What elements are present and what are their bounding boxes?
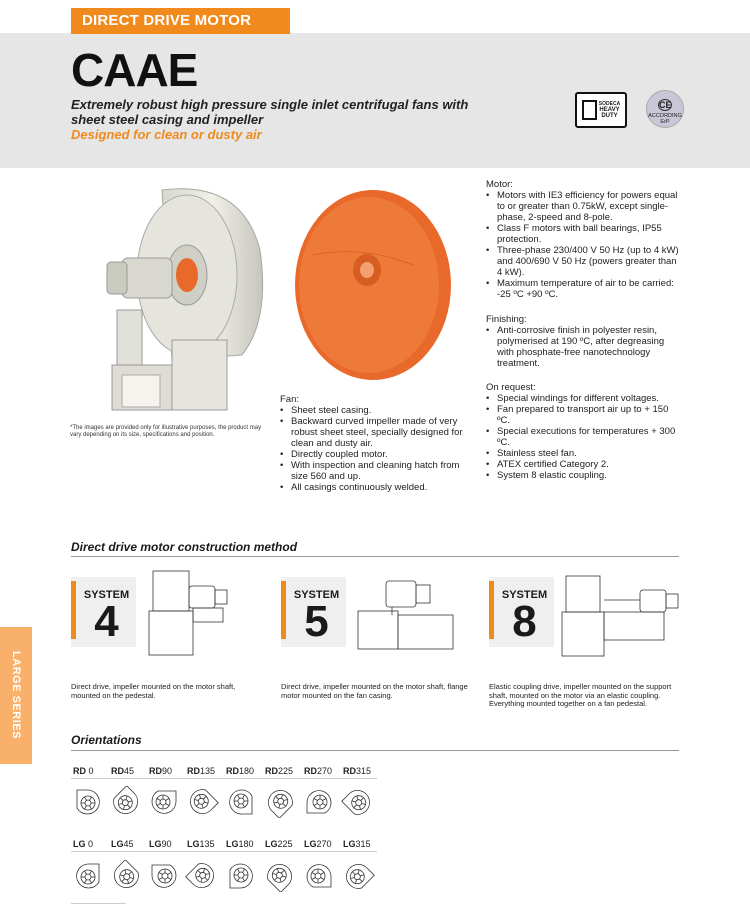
badge-heavy-duty-text: HEAVY DUTY (599, 107, 620, 119)
divider (71, 903, 126, 904)
series-side-tab (0, 627, 32, 764)
fan-orientation-icon (147, 786, 181, 818)
system-number: 5 (304, 597, 329, 646)
list-item: • Motors with IE3 efficiency for powers equal to or greater than 0.75kW, except single-phase, 2-speed and 8-pole. (486, 190, 682, 223)
product-subtitle: Extremely robust high pressure single inlet centrifugal fans with sheet steel casing and impeller (71, 97, 469, 127)
system-8-box (489, 577, 554, 647)
list-item: • Sheet steel casing. (280, 405, 465, 416)
list-item: • Directly coupled motor. (280, 449, 465, 460)
image-disclaimer: *The images are provided only for illustrative purposes, the product may vary depending on its size, specifications and position. (70, 425, 262, 438)
system-number: 4 (94, 597, 119, 646)
system-number: 8 (512, 597, 537, 646)
orientation-label: LG270 (304, 839, 332, 849)
system-5-box (281, 577, 346, 647)
list-item: • Class F motors with ball bearings, IP55 protection. (486, 223, 682, 245)
erp-text: ErP (660, 119, 670, 125)
system-5-caption: Direct drive, impeller mounted on the motor shaft, flange motor mounted on the fan casing. (281, 682, 468, 700)
orientation-label: LG315 (343, 839, 371, 849)
category-tag: DIRECT DRIVE MOTOR (71, 8, 290, 34)
system-label: SYSTEM (293, 589, 340, 601)
system-8-drawing (560, 572, 685, 660)
fan-orientation-icon (71, 860, 105, 892)
list-item: • With inspection and cleaning hatch from size 560 and up. (280, 460, 465, 482)
erp-badge (646, 90, 684, 128)
orientation-label: RD 0 (73, 766, 94, 776)
badge-brand: SODECA (598, 101, 621, 107)
orientation-label: RD135 (187, 766, 216, 776)
orientation-label: RD90 (149, 766, 173, 776)
divider (71, 556, 679, 557)
system-label: SYSTEM (501, 589, 548, 601)
list-item: • Backward curved impeller made of very robust sheet steel, specially designed for clean and dusty air. (280, 416, 465, 449)
lg-orientation-row (71, 837, 377, 852)
system-4-drawing (145, 568, 235, 658)
list-item: • System 8 elastic coupling. (486, 470, 682, 481)
list-item: • Maximum temperature of air to be carried: -25 ºC +90 ºC. (486, 278, 682, 300)
product-title: CAAE (71, 44, 198, 96)
orientation-label: RD225 (265, 766, 294, 776)
fan-orientation-icon (71, 786, 105, 818)
on-request-heading: On request: (486, 382, 536, 393)
system-label: SYSTEM (83, 589, 130, 601)
fan-orientation-icon (341, 786, 375, 818)
fan-orientation-icon (341, 860, 375, 892)
orientation-label: RD315 (343, 766, 372, 776)
motor-heading: Motor: (486, 179, 513, 190)
list-item: • ATEX certified Category 2. (486, 459, 682, 470)
impeller-image (283, 185, 463, 390)
finishing-features (486, 314, 682, 369)
orientation-label: LG135 (187, 839, 215, 849)
orientation-label: LG45 (111, 839, 134, 849)
system-4-caption: Direct drive, impeller mounted on the motor shaft, mounted on the pedestal. (71, 682, 236, 700)
orientation-label: RD45 (111, 766, 135, 776)
ce-mark: CE (659, 100, 672, 110)
list-item: • Stainless steel fan. (486, 448, 682, 459)
orientations-heading: Orientations (71, 733, 142, 747)
construction-heading: Direct drive motor construction method (71, 540, 298, 554)
orientation-label: RD270 (304, 766, 333, 776)
orientation-label: RD180 (226, 766, 255, 776)
fan-orientation-icon (224, 860, 258, 892)
system-8-caption: Elastic coupling drive, impeller mounted on the support shaft, mounted on the motor via an elastic coupling. Everything mounted together on a fan pedestal. (489, 682, 672, 708)
series-side-tab-label: LARGE SERIES (10, 651, 22, 739)
motor-features (486, 179, 682, 300)
finishing-heading: Finishing: (486, 314, 527, 325)
list-item: • Special windings for different voltages. (486, 393, 682, 404)
fan-orientation-icon (109, 786, 143, 818)
fan-orientation-icon (263, 860, 297, 892)
fan-heading: Fan: (280, 394, 300, 405)
orientation-label: LG 0 (73, 839, 94, 849)
fan-product-image (102, 180, 272, 420)
fan-orientation-icon (147, 860, 181, 892)
list-item: • All casings continuously welded. (280, 482, 465, 493)
heavy-duty-badge (575, 92, 627, 128)
fan-orientation-icon (109, 860, 143, 892)
fan-orientation-icon (263, 786, 297, 818)
orientation-label: LG90 (149, 839, 172, 849)
divider (71, 750, 679, 751)
fan-orientation-icon (302, 860, 336, 892)
badge-frame-icon (582, 100, 597, 120)
fan-orientation-icon (185, 860, 219, 892)
list-item: • Anti-corrosive finish in polyester resin, polymerised at 190 ºC, after degreasing with phosphate-free nanotechnology treatment. (486, 325, 682, 369)
on-request-features (486, 382, 682, 481)
list-item: • Three-phase 230/400 V 50 Hz (up to 4 kW) and 400/690 V 50 Hz (powers greater than 4 kW). (486, 245, 682, 278)
rd-orientation-row (71, 764, 377, 779)
fan-orientation-icon (185, 786, 219, 818)
fan-orientation-icon (302, 786, 336, 818)
system-4-box (71, 577, 136, 647)
fan-orientation-icon (224, 786, 258, 818)
fan-features (280, 394, 465, 493)
list-item: • Special executions for temperatures + 300 ºC. (486, 426, 682, 448)
orientation-label: LG180 (226, 839, 254, 849)
erp-according: ACCORDING (648, 113, 682, 119)
product-tagline: Designed for clean or dusty air (71, 127, 262, 142)
system-5-drawing (352, 575, 462, 655)
orientation-label: LG225 (265, 839, 293, 849)
list-item: • Fan prepared to transport air up to + 150 ºC. (486, 404, 682, 426)
